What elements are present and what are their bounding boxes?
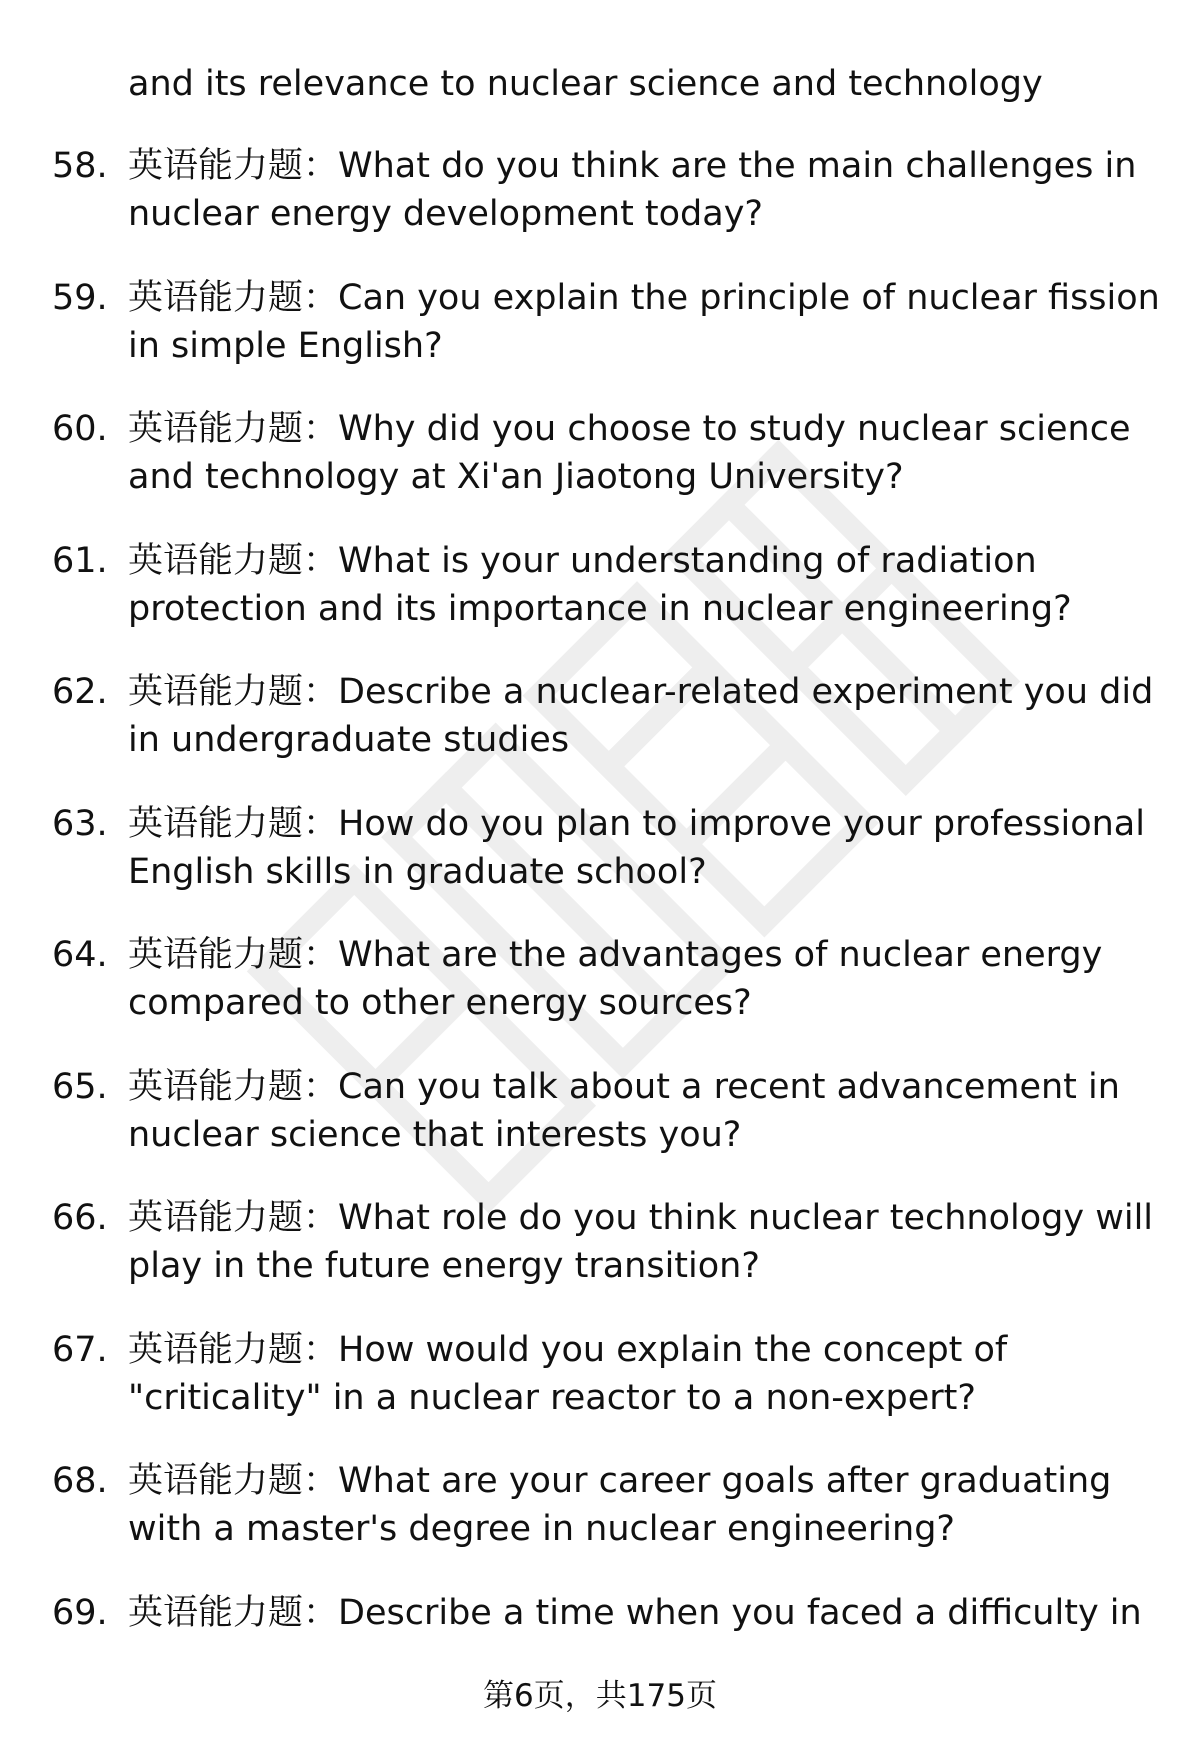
question-number: 65. xyxy=(52,1066,108,1107)
question-line-2: protection and its importance in nuclear engineering? xyxy=(128,588,1072,629)
question-number: 58. xyxy=(52,146,108,186)
question-line-1: What are your career goals after graduating xyxy=(338,1461,1112,1501)
question-line xyxy=(128,142,1178,190)
question-line-2: "criticality" in a nuclear reactor to a non-expert? xyxy=(128,1377,976,1418)
question-category: 英语能力题： xyxy=(128,409,339,449)
list-item xyxy=(0,142,1200,274)
question-category: 英语能力题： xyxy=(128,540,339,581)
list-item xyxy=(0,668,1200,800)
question-line xyxy=(128,1589,1178,1637)
question-number: 63. xyxy=(52,803,108,844)
question-line-2: compared to other energy sources? xyxy=(128,983,752,1023)
question-line-2: play in the future energy transition? xyxy=(128,1246,760,1286)
question-line-2: in undergraduate studies xyxy=(128,720,570,760)
question-number: 64. xyxy=(52,935,108,975)
question-line xyxy=(128,1326,1178,1374)
question-category: 英语能力题： xyxy=(128,803,339,844)
question-line-1: How do you plan to improve your professional xyxy=(338,803,1145,844)
question-text xyxy=(128,931,1178,1027)
question-line-1: Describe a time when you faced a difficulty in xyxy=(338,1592,1142,1633)
question-line xyxy=(128,800,1178,848)
question-line xyxy=(128,931,1178,979)
question-text xyxy=(128,274,1178,370)
question-number: 68. xyxy=(52,1461,108,1501)
question-line xyxy=(128,1457,1178,1505)
question-category: 英语能力题： xyxy=(128,1592,339,1633)
question-text xyxy=(128,537,1178,633)
question-category: 英语能力题： xyxy=(128,672,339,712)
question-number: 62. xyxy=(52,672,108,712)
page-number-footer: 第6页，共175页 xyxy=(483,1678,717,1714)
question-text xyxy=(128,1457,1178,1553)
question-line-2: nuclear energy development today? xyxy=(128,194,764,234)
list-item xyxy=(0,931,1200,1063)
question-line-1: Can you talk about a recent advancement in xyxy=(338,1066,1120,1107)
question-line-1: How would you explain the concept of xyxy=(338,1329,1008,1370)
question-line-2: English skills in graduate school? xyxy=(128,851,707,892)
question-number: 67. xyxy=(52,1329,108,1370)
question-line-2: in simple English? xyxy=(128,325,443,366)
question-line-2: and technology at Xi'an Jiaotong University? xyxy=(128,457,904,497)
list-item xyxy=(0,1063,1200,1195)
question-category: 英语能力题： xyxy=(128,1329,339,1370)
question-category: 英语能力题： xyxy=(128,1066,339,1107)
question-line xyxy=(128,274,1178,322)
question-line-1: What are the advantages of nuclear energy xyxy=(338,935,1103,975)
list-item xyxy=(0,1194,1200,1326)
question-line-1: Can you explain the principle of nuclear fission xyxy=(338,277,1160,318)
question-line-1: Describe a nuclear-related experiment you did xyxy=(338,672,1154,712)
question-line-2: nuclear science that interests you? xyxy=(128,1114,742,1155)
question-line-1: What role do you think nuclear technology will xyxy=(338,1198,1154,1238)
question-number: 69. xyxy=(52,1592,108,1633)
question-line xyxy=(128,537,1178,585)
list-item xyxy=(0,405,1200,537)
question-text xyxy=(128,1063,1178,1159)
continued-question-text: and its relevance to nuclear science and technology xyxy=(128,64,1043,104)
question-text xyxy=(128,1326,1178,1422)
list-item xyxy=(0,1457,1200,1589)
list-item xyxy=(0,537,1200,669)
question-text xyxy=(128,800,1178,896)
question-category: 英语能力题： xyxy=(128,1198,339,1238)
question-line xyxy=(128,405,1178,453)
question-line-2: with a master's degree in nuclear engineering? xyxy=(128,1509,955,1549)
question-number: 60. xyxy=(52,409,108,449)
question-list xyxy=(0,142,1200,1720)
question-text xyxy=(128,1589,1178,1637)
question-category: 英语能力题： xyxy=(128,146,339,186)
list-item xyxy=(0,274,1200,406)
question-line-1: What do you think are the main challenges in xyxy=(338,146,1137,186)
question-category: 英语能力题： xyxy=(128,1461,339,1501)
list-item xyxy=(0,800,1200,932)
question-text xyxy=(128,142,1178,238)
list-item xyxy=(0,1326,1200,1458)
question-line xyxy=(128,668,1178,716)
question-number: 59. xyxy=(52,277,108,318)
question-line xyxy=(128,1194,1178,1242)
question-line-1: What is your understanding of radiation xyxy=(338,540,1037,581)
question-category: 英语能力题： xyxy=(128,277,339,318)
question-number: 61. xyxy=(52,540,108,581)
question-text xyxy=(128,405,1178,501)
question-text xyxy=(128,668,1178,764)
question-line xyxy=(128,1063,1178,1111)
question-text xyxy=(128,1194,1178,1290)
question-line-1: Why did you choose to study nuclear science xyxy=(338,409,1131,449)
question-category: 英语能力题： xyxy=(128,935,339,975)
question-number: 66. xyxy=(52,1198,108,1238)
